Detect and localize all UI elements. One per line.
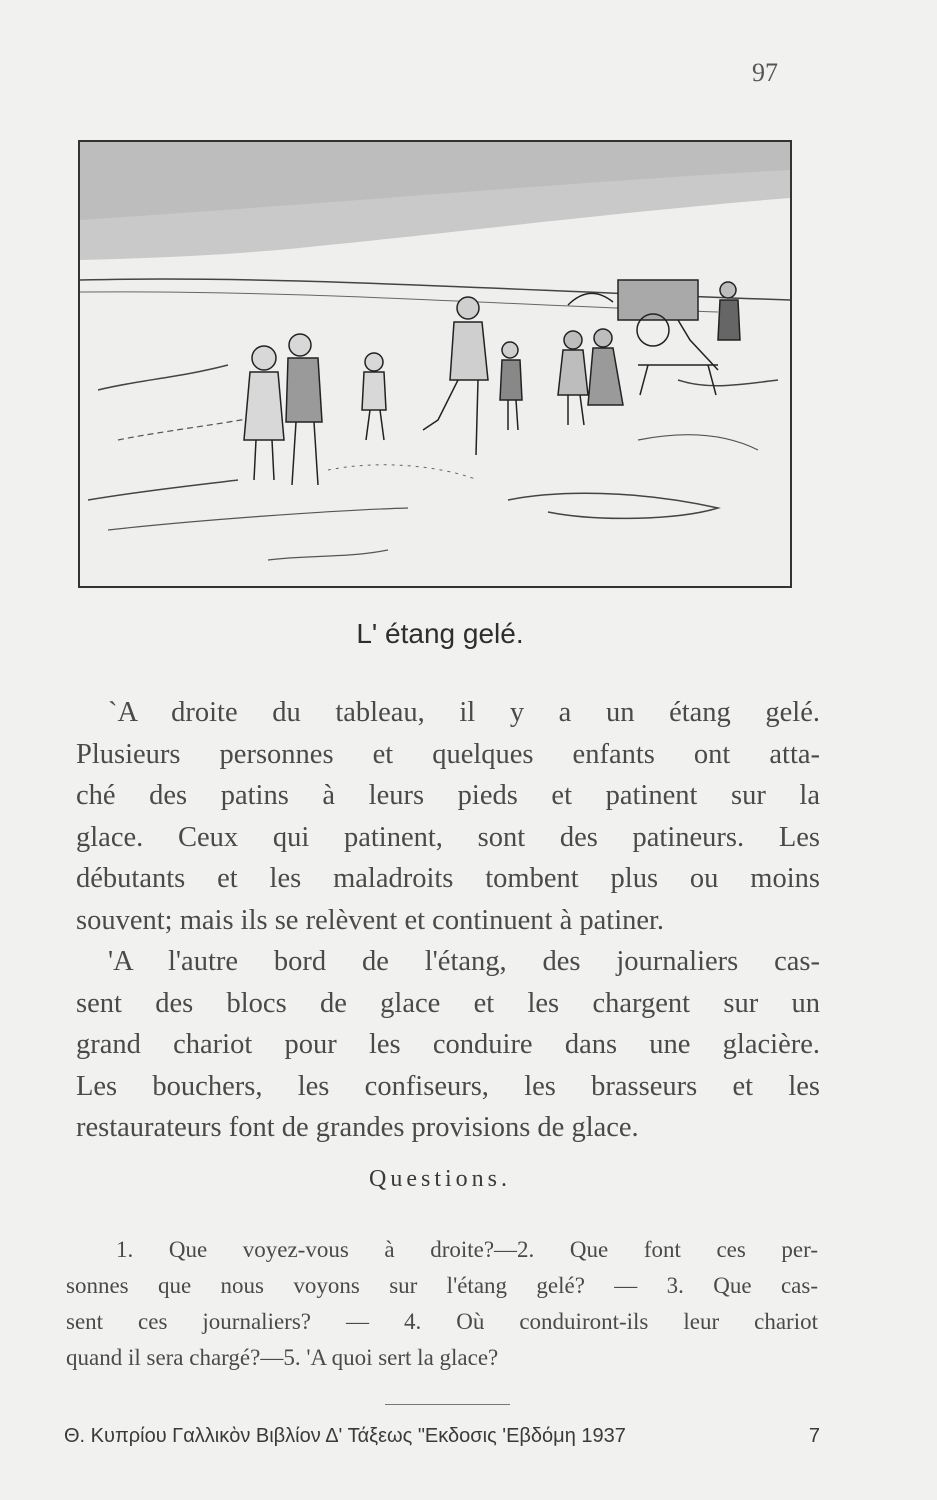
paragraph-1-line: glace. Ceux qui patinent, sont des patineurs. Les [76, 821, 820, 853]
question-line: quand il sera chargé?—5. 'A quoi sert la glace? [66, 1345, 499, 1370]
footer-publication-info: Θ. Κυπρίου Γαλλικὸν Βιβλίον Δ' Τάξεως "Εκδοσις 'Εβδόμη 1937 [64, 1425, 626, 1447]
questions-heading: Questions. [369, 1166, 511, 1192]
paragraph-2-line: sent des blocs de glace et les chargent sur un [76, 987, 820, 1019]
footer-divider [385, 1404, 510, 1405]
page-number: 97 [752, 58, 778, 87]
body-text [76, 692, 820, 1149]
question-line: sent ces journaliers? — 4. Où conduiront-ils leur chariot [66, 1309, 818, 1334]
footer [64, 1425, 820, 1448]
question-line: 1. Que voyez-vous à droite?—2. Que font ces per- [116, 1237, 818, 1262]
question-line: sonnes que nous voyons sur l'étang gelé? — 3. Que cas- [66, 1273, 818, 1298]
paragraph-1-line: ché des patins à leurs pieds et patinent sur la [76, 780, 820, 811]
illustration-frozen-pond [78, 140, 792, 588]
engraving-image [78, 140, 792, 588]
paragraph-1-line: `A droite du tableau, il y a un étang gelé. [108, 697, 820, 728]
paragraph-2-line: 'A l'autre bord de l'étang, des journaliers cas- [108, 946, 820, 977]
paragraph-2-line: restaurateurs font de grandes provisions de glace. [76, 1112, 639, 1143]
paragraph-1-line: souvent; mais ils se relèvent et continuent à patiner. [76, 904, 665, 936]
illustration-caption: L' étang gelé. [356, 618, 524, 649]
paragraph-2-line: grand chariot pour les conduire dans une glacière. [76, 1029, 820, 1060]
footer-signature-mark: 7 [808, 1425, 820, 1447]
paragraph-1-line: Plusieurs personnes et quelques enfants ont atta- [76, 738, 820, 770]
paragraph-1-line: débutants et les maladroits tombent plus ou moins [76, 863, 820, 894]
paragraph-2-line: Les bouchers, les confiseurs, les brasseurs et les [76, 1070, 820, 1102]
questions-text [66, 1232, 818, 1376]
